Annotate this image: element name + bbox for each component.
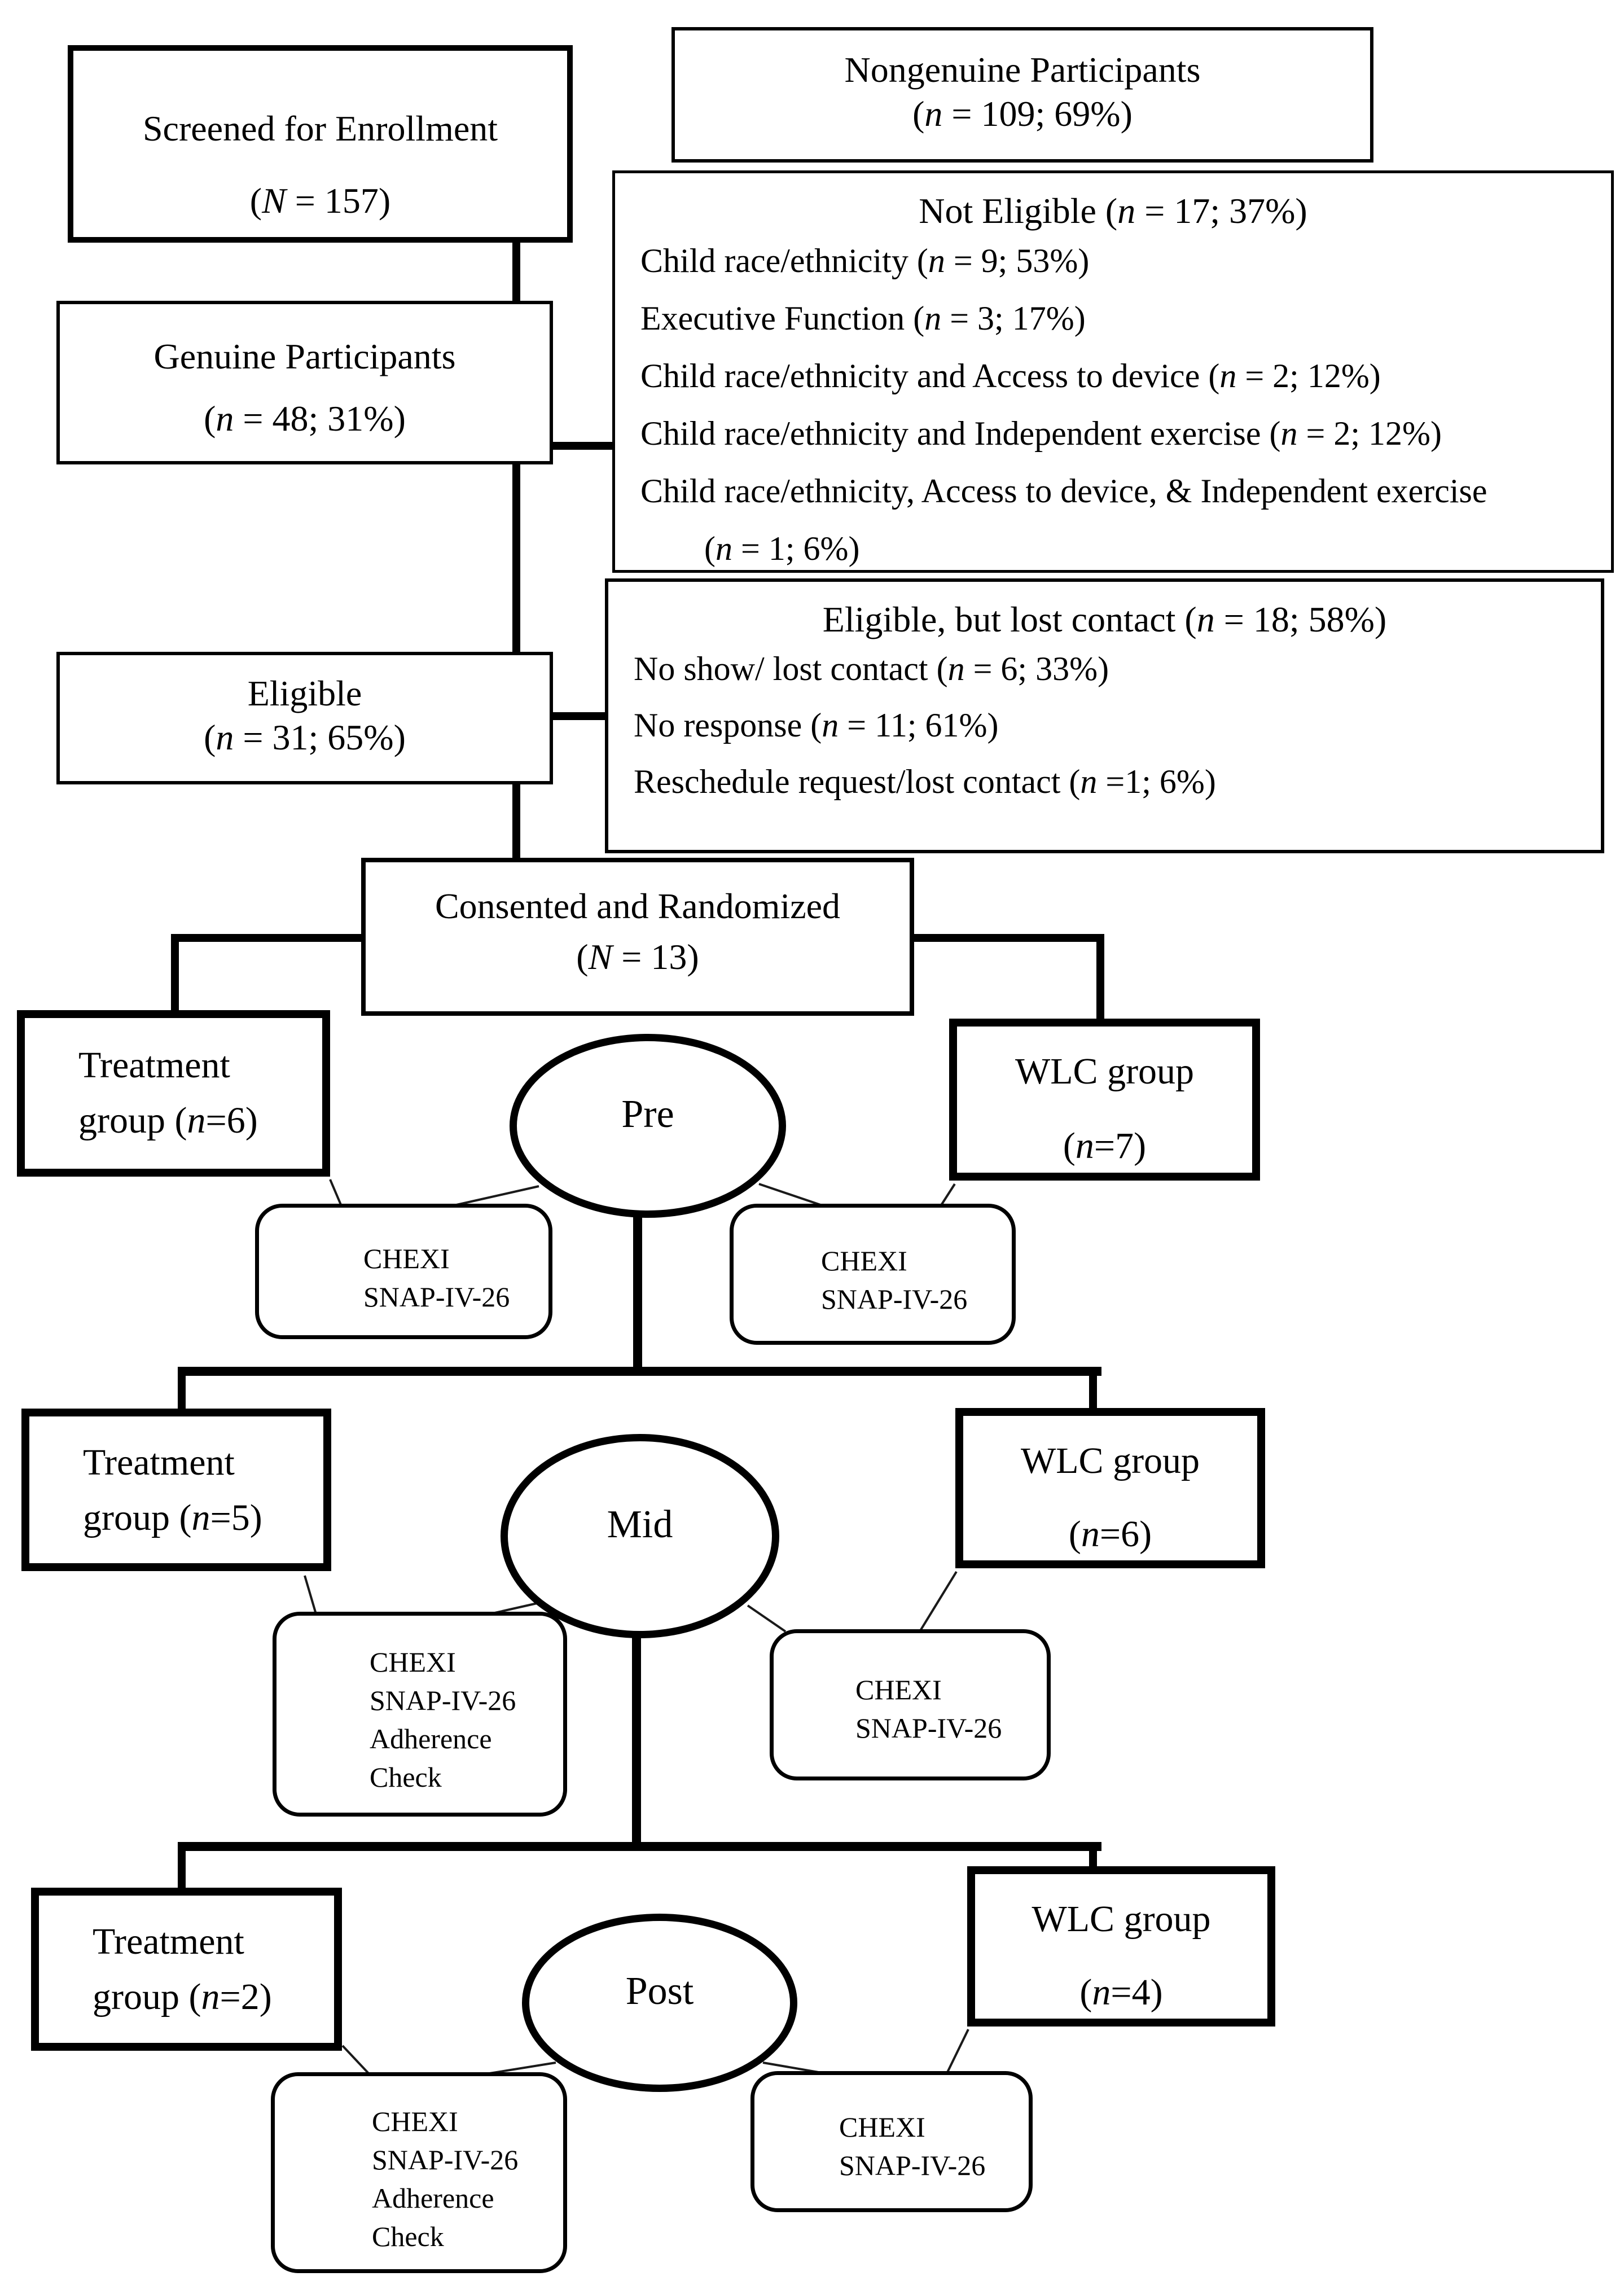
node-measures-mid-treatment bbox=[273, 1612, 567, 1817]
connector-wlc-pre-to-chexi bbox=[941, 1184, 955, 1206]
measure-label: CHEXI bbox=[821, 1245, 907, 1277]
connector-mid-crossbar bbox=[178, 1367, 1101, 1376]
node-treatment-group-mid bbox=[21, 1409, 331, 1571]
node-wlc-group-pre bbox=[949, 1019, 1260, 1181]
exclusion-reason: Child race/ethnicity, Access to device, & Independent exercise bbox=[640, 472, 1487, 510]
node-label-line: WLC group bbox=[1032, 1898, 1211, 1940]
measure-label: SNAP-IV-26 bbox=[372, 2144, 519, 2175]
node-genuine-participants bbox=[56, 301, 553, 464]
exclusion-reason: Child race/ethnicity and Independent exercise (n = 2; 12%) bbox=[640, 415, 1442, 452]
exclusion-reason: Child race/ethnicity (n = 9; 53%) bbox=[640, 242, 1090, 279]
connector-genuine-eligible bbox=[512, 462, 520, 655]
measure-label: CHEXI bbox=[855, 1674, 942, 1705]
node-label-line: (n = 31; 65%) bbox=[204, 717, 406, 757]
connector-mid-right-drop bbox=[1089, 1367, 1097, 1411]
connector-consented-right-arm bbox=[911, 934, 1104, 942]
lost-contact-reason: No response (n = 11; 61%) bbox=[634, 707, 999, 744]
connector-consented-right-drop bbox=[1096, 934, 1104, 1021]
connector-treat-post-to-chexi bbox=[343, 2046, 370, 2074]
node-label-line: (n = 109; 69%) bbox=[912, 94, 1133, 134]
connector-pre-to-chexi-left bbox=[451, 1186, 539, 1206]
timepoint-label: Pre bbox=[621, 1093, 674, 1136]
node-label-line: Eligible bbox=[247, 673, 362, 713]
node-label-line: group (n=2) bbox=[93, 1976, 272, 2017]
node-label-line: (n=4) bbox=[1079, 1972, 1163, 2013]
connector-mid-left-drop bbox=[178, 1367, 186, 1412]
measure-label: CHEXI bbox=[839, 2111, 925, 2143]
node-wlc-group-post bbox=[967, 1866, 1275, 2027]
node-label-line: (n=6) bbox=[1068, 1514, 1152, 1555]
measure-label: Adherence bbox=[372, 2182, 494, 2214]
connector-mid-to-chexi-right bbox=[748, 1606, 785, 1631]
node-label-line: Treatment bbox=[93, 1921, 244, 1962]
measure-label: SNAP-IV-26 bbox=[839, 2150, 986, 2181]
measure-label: CHEXI bbox=[363, 1243, 450, 1274]
node-eligible-but-lost-contact bbox=[605, 578, 1604, 853]
measure-label: SNAP-IV-26 bbox=[855, 1712, 1002, 1744]
connector-post-left-drop bbox=[178, 1842, 186, 1891]
exclusion-reason: Executive Function (n = 3; 17%) bbox=[640, 300, 1086, 337]
measure-label: CHEXI bbox=[370, 1646, 456, 1678]
node-treatment-group-pre bbox=[17, 1010, 330, 1177]
lost-contact-reason: Reschedule request/lost contact (n =1; 6%) bbox=[634, 763, 1216, 800]
node-eligible bbox=[56, 652, 553, 784]
node-label-line: Consented and Randomized bbox=[434, 886, 841, 926]
node-measures-post-treatment bbox=[271, 2072, 567, 2273]
node-measures-pre-treatment bbox=[255, 1204, 552, 1339]
connector-post-crossbar bbox=[178, 1842, 1101, 1851]
timepoint-label: Post bbox=[625, 1970, 694, 2013]
measure-label: Check bbox=[372, 2221, 444, 2252]
node-label-line: (n = 48; 31%) bbox=[204, 398, 406, 438]
node-label-line: (N = 157) bbox=[249, 181, 391, 221]
connector-pre-to-chexi-right bbox=[759, 1184, 824, 1206]
exclusion-reason: Child race/ethnicity and Access to device (n = 2; 12%) bbox=[640, 357, 1381, 394]
node-measures-pre-wlc bbox=[730, 1204, 1016, 1345]
connector-wlc-mid-to-chexi bbox=[920, 1572, 956, 1631]
measure-label: SNAP-IV-26 bbox=[363, 1281, 510, 1313]
node-screened-for-enrollment bbox=[68, 45, 573, 243]
connector-consented-left-drop bbox=[171, 934, 179, 1013]
node-label-line: Treatment bbox=[78, 1045, 230, 1086]
node-label-line: (N = 13) bbox=[576, 937, 699, 977]
measure-label: SNAP-IV-26 bbox=[370, 1685, 516, 1716]
node-wlc-group-mid bbox=[955, 1408, 1265, 1568]
node-treatment-group-post bbox=[31, 1888, 342, 2051]
exclusion-reason: (n = 1; 6%) bbox=[704, 530, 860, 567]
node-label-line: WLC group bbox=[1020, 1440, 1200, 1481]
node-mid-timepoint bbox=[501, 1434, 779, 1638]
connector-pre-to-mid-trunk bbox=[633, 1210, 642, 1374]
measure-label: CHEXI bbox=[372, 2106, 458, 2137]
lost-contact-reason: No show/ lost contact (n = 6; 33%) bbox=[634, 650, 1109, 687]
node-label-line: group (n=6) bbox=[78, 1100, 258, 1141]
connector-eligible-lostcontact bbox=[550, 712, 607, 720]
node-label-line: Screened for Enrollment bbox=[142, 108, 498, 148]
connector-treat-mid-to-chexi bbox=[305, 1576, 316, 1614]
node-title: Eligible, but lost contact (n = 18; 58%) bbox=[822, 599, 1387, 639]
node-measures-post-wlc bbox=[750, 2071, 1033, 2212]
node-pre-timepoint bbox=[510, 1034, 786, 1218]
timepoint-label: Mid bbox=[607, 1503, 673, 1546]
measure-label: Check bbox=[370, 1761, 442, 1793]
connector-wlc-post-to-chexi bbox=[947, 2029, 968, 2073]
connector-mid-to-post-trunk bbox=[632, 1631, 641, 1851]
node-label-line: Treatment bbox=[83, 1442, 235, 1483]
node-nongenuine-participants bbox=[671, 27, 1373, 163]
node-not-eligible bbox=[612, 170, 1614, 573]
connector-consented-left-arm bbox=[171, 934, 364, 942]
node-post-timepoint bbox=[522, 1914, 797, 2092]
node-title: Not Eligible (n = 17; 37%) bbox=[919, 191, 1307, 231]
node-label-line: WLC group bbox=[1015, 1051, 1195, 1092]
measure-label: Adherence bbox=[370, 1723, 492, 1755]
connector-genuine-noteligible bbox=[550, 442, 615, 450]
connector-eligible-consented bbox=[512, 782, 520, 861]
node-label-line: Genuine Participants bbox=[153, 336, 456, 376]
node-label-line: Nongenuine Participants bbox=[844, 50, 1201, 90]
node-label-line: (n=7) bbox=[1063, 1125, 1147, 1166]
node-measures-mid-wlc bbox=[770, 1629, 1051, 1780]
node-label-line: group (n=5) bbox=[83, 1497, 262, 1538]
measure-label: SNAP-IV-26 bbox=[821, 1283, 968, 1315]
connector-treat-pre-to-chexi bbox=[330, 1179, 341, 1206]
node-consented-and-randomized bbox=[361, 858, 914, 1016]
connector-screened-genuine bbox=[512, 239, 520, 304]
